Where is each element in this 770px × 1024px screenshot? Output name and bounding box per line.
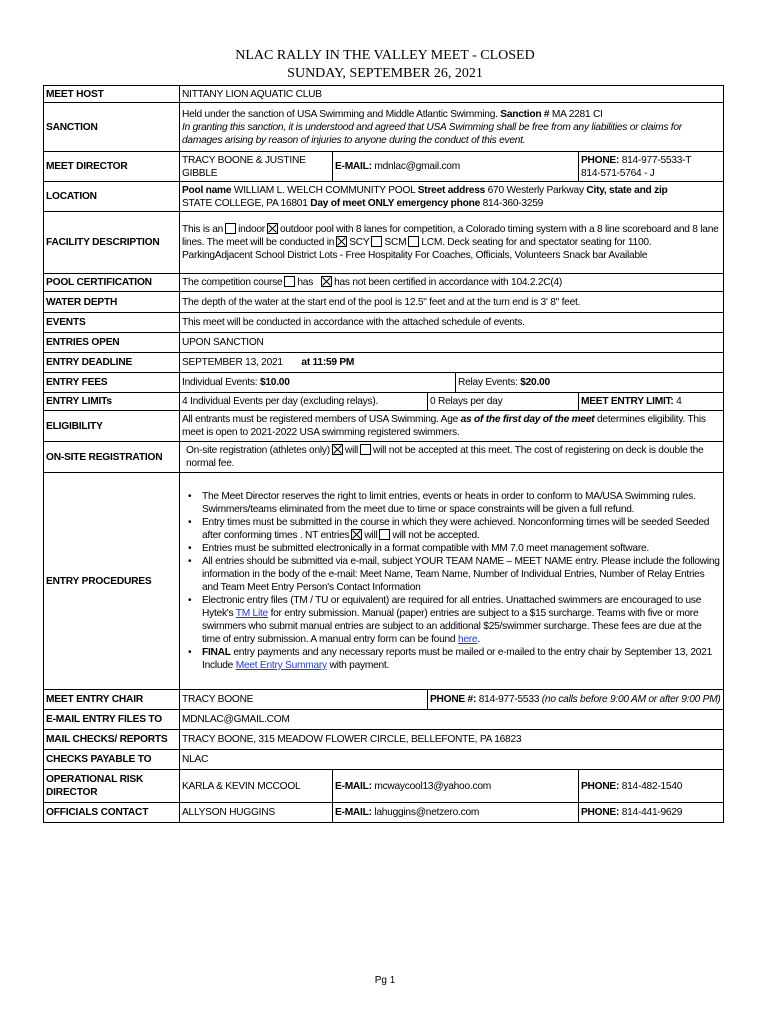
- with-payment-text: with payment.: [329, 660, 390, 671]
- has-checkbox[interactable]: [284, 276, 295, 287]
- scm-checkbox[interactable]: [371, 236, 382, 247]
- manual-entry-form-link[interactable]: here: [457, 634, 478, 645]
- entry-procedures-label: ENTRY PROCEDURES: [44, 473, 180, 690]
- facility-text-6: LCM. Deck seating for and spectator seating for 1100. ParkingAdjacent School District Lots - Free Hospitality For Coaches, Officials, Volunteers Snack bar Available: [182, 237, 652, 261]
- relay-limit: 0 Relays per day: [428, 393, 579, 411]
- sanction-statement: Held under the sanction of USA Swimming and Middle Atlantic Swimming.: [182, 108, 498, 120]
- pool-cert-text-has: has: [297, 277, 314, 288]
- onsite-will-checkbox[interactable]: [332, 444, 343, 455]
- onsite-label: ON-SITE REGISTRATION: [44, 442, 180, 473]
- entry-deadline-date: SEPTEMBER 13, 2021: [182, 357, 283, 368]
- row-email-files: [44, 710, 724, 730]
- street-address: 670 Westerly Parkway: [487, 184, 584, 196]
- outdoor-checkbox[interactable]: [267, 223, 278, 234]
- row-facility: [44, 212, 724, 274]
- meet-host-label: MEET HOST: [44, 86, 180, 103]
- city-label: City, state and zip: [586, 184, 668, 196]
- list-item: • Entries must be submitted electronically in a format compatible with MM 7.0 meet management software.: [182, 542, 721, 555]
- relay-fee-cell: [456, 373, 724, 393]
- onsite-text-1: On-site registration (athletes only): [186, 445, 330, 456]
- entry-limits-label: ENTRY LIMITs: [44, 393, 180, 411]
- facility-label: FACILITY DESCRIPTION: [44, 212, 180, 274]
- onsite-will-not-checkbox[interactable]: [360, 444, 371, 455]
- checks-payable-label: CHECKS PAYABLE TO: [44, 750, 180, 770]
- events-value: This meet will be conducted in accordance with the attached schedule of events.: [180, 313, 724, 333]
- sanction-liability: In granting this sanction, it is understood and agreed that USA Swimming shall be free from any liabilities or claims for damages arising by reason of injuries to anyone during the conduct of this event.: [182, 121, 682, 146]
- officials-label: OFFICIALS CONTACT: [44, 803, 180, 823]
- op-risk-email: mcwaycool13@yahoo.com: [374, 780, 491, 792]
- row-events: [44, 313, 724, 333]
- facility-text-indoor: indoor: [238, 224, 265, 235]
- op-risk-email-cell: [333, 770, 579, 803]
- officials-email: lahuggins@netzero.com: [374, 807, 480, 818]
- location-text: [180, 182, 724, 212]
- mail-checks-value: TRACY BOONE, 315 MEADOW FLOWER CIRCLE, BELLEFONTE, PA 16823: [180, 730, 724, 750]
- row-eligibility: [44, 411, 724, 442]
- row-entries-open: [44, 333, 724, 353]
- eligibility-text: [180, 411, 724, 442]
- facility-text: [180, 212, 724, 274]
- op-risk-email-label: E-MAIL:: [335, 780, 372, 792]
- individual-fee-label: Individual Events:: [182, 377, 258, 388]
- entry-procedures-list-cell: [180, 473, 724, 690]
- individual-fee-cell: [180, 373, 456, 393]
- relay-fee-value: $20.00: [520, 377, 550, 388]
- nt-will-not-text: will not be accepted.: [392, 530, 480, 541]
- nt-will-text: will: [364, 530, 378, 541]
- pool-cert-label: POOL CERTIFICATION: [44, 274, 180, 292]
- entry-deadline-time: at 11:59 PM: [301, 357, 355, 368]
- individual-limit: 4 Individual Events per day (excluding relays).: [180, 393, 428, 411]
- row-entry-limits: [44, 393, 724, 411]
- electronic-entries-text: Electronic entry files (TM / TU or equivalent) are required for all entries. Unattached swimmers are encouraged to use Hytek's: [202, 595, 702, 619]
- facility-text-scm: SCM: [384, 237, 407, 248]
- row-pool-certification: [44, 274, 724, 292]
- location-label: LOCATION: [44, 182, 180, 212]
- entry-deadline-label: ENTRY DEADLINE: [44, 353, 180, 373]
- pool-name: WILLIAM L. WELCH COMMUNITY POOL: [233, 184, 416, 196]
- nt-entries-text: Entry times must be submitted in the course in which they were achieved. Nonconforming times will be seeded Seeded after conforming times . NT entries: [202, 517, 710, 541]
- row-entry-deadline: [44, 353, 724, 373]
- sanction-number-label: Sanction #: [500, 108, 550, 120]
- water-depth-value: The depth of the water at the start end of the pool is 12.5" feet and at the turn end is 3' 8" feet.: [180, 292, 724, 313]
- relay-fee-label: Relay Events:: [458, 377, 518, 388]
- lcm-checkbox[interactable]: [408, 236, 419, 247]
- sanction-number: MA 2281 CI: [551, 108, 603, 120]
- street-label: Street address: [417, 184, 486, 196]
- meet-info-table: [43, 85, 724, 823]
- entry-chair-phone: 814-977-5533: [478, 694, 540, 705]
- meet-director-phone-label: PHONE:: [581, 154, 620, 166]
- email-files-label: E-MAIL ENTRY FILES TO: [44, 710, 180, 730]
- officials-name: ALLYSON HUGGINS: [180, 803, 333, 823]
- events-label: EVENTS: [44, 313, 180, 333]
- entry-fees-label: ENTRY FEES: [44, 373, 180, 393]
- final-payments-text: entry payments and any necessary reports must be mailed or e-mailed to the entry chair by September 13, 2021 Include: [202, 647, 713, 671]
- officials-phone-label: PHONE:: [581, 807, 620, 818]
- entry-chair-phone-cell: [428, 690, 724, 710]
- row-meet-director: [44, 152, 724, 182]
- eligibility-label: ELIGIBILITY: [44, 411, 180, 442]
- eligibility-text-1: All entrants must be registered members of USA Swimming. Age: [182, 414, 459, 425]
- row-checks-payable: [44, 750, 724, 770]
- row-officials-contact: [44, 803, 724, 823]
- meet-entry-summary-link[interactable]: Meet Entry Summary: [235, 660, 327, 671]
- pool-cert-text-3: has not been certified in accordance with 104.2.2C(4): [334, 277, 563, 288]
- officials-phone-cell: [579, 803, 724, 823]
- list-item: • The Meet Director reserves the right to limit entries, events or heats in order to conform to MA/USA Swimming rules. Swimmers/teams eliminated from the meet due to time or space constraints will be given a full refund.: [182, 490, 721, 516]
- pool-cert-text-1: The competition course: [182, 277, 283, 288]
- row-location: [44, 182, 724, 212]
- entry-chair-name: TRACY BOONE: [180, 690, 428, 710]
- onsite-text: [180, 442, 724, 473]
- officials-email-cell: [333, 803, 579, 823]
- eligibility-emphasis: as of the first day of the meet: [460, 414, 595, 425]
- entry-chair-label: MEET ENTRY CHAIR: [44, 690, 180, 710]
- sanction-text: [180, 103, 724, 152]
- onsite-text-will: will: [344, 445, 359, 456]
- has-not-checkbox[interactable]: [321, 276, 332, 287]
- entry-chair-call-note: (no calls before 9:00 AM or after 9:00 PM): [541, 694, 721, 705]
- op-risk-name: KARLA & KEVIN MCCOOL: [180, 770, 333, 803]
- row-entry-procedures: [44, 473, 724, 690]
- row-meet-host: [44, 86, 724, 103]
- list-item: [182, 594, 721, 646]
- meet-director-email-label: E-MAIL:: [335, 161, 372, 172]
- facility-text-1: This is an: [182, 224, 224, 235]
- sanction-label: SANCTION: [44, 103, 180, 152]
- emergency-phone-label: Day of meet ONLY emergency phone: [310, 197, 480, 209]
- water-depth-label: WATER DEPTH: [44, 292, 180, 313]
- row-entry-fees: [44, 373, 724, 393]
- officials-email-label: E-MAIL:: [335, 807, 372, 818]
- list-item: [182, 646, 721, 672]
- entry-deadline-value: [180, 353, 724, 373]
- email-files-value: MDNLAC@GMAIL.COM: [180, 710, 724, 730]
- scy-checkbox[interactable]: [336, 236, 347, 247]
- list-item: [182, 516, 721, 542]
- meet-entry-limit-label: MEET ENTRY LIMIT:: [581, 396, 674, 407]
- op-risk-label: OPERATIONAL RISK DIRECTOR: [44, 770, 180, 803]
- individual-fee-value: $10.00: [259, 377, 290, 388]
- meet-director-phone-cell: [579, 152, 724, 182]
- mail-checks-label: MAIL CHECKS/ REPORTS: [44, 730, 180, 750]
- op-risk-phone-label: PHONE:: [581, 780, 620, 792]
- nt-will-not-checkbox[interactable]: [379, 529, 390, 540]
- meet-director-phone-2: 814-571-5764 - J: [581, 167, 655, 179]
- pool-cert-text: [180, 274, 724, 292]
- op-risk-phone: 814-482-1540: [621, 780, 683, 792]
- pool-name-label: Pool name: [182, 184, 232, 196]
- row-mail-checks: [44, 730, 724, 750]
- emergency-phone: 814-360-3259: [482, 197, 544, 209]
- meet-entry-limit-cell: [579, 393, 724, 411]
- row-entry-chair: [44, 690, 724, 710]
- meet-director-name: TRACY BOONE & JUSTINE GIBBLE: [180, 152, 333, 182]
- page-number: Pg 1: [374, 975, 396, 986]
- city-state-zip: STATE COLLEGE, PA 16801: [182, 197, 308, 209]
- meet-entry-limit-value: 4: [676, 396, 682, 407]
- entry-procedures-list: [182, 490, 721, 672]
- eligibility-text-3: determines eligibility. This meet is open to 2021-2022 USA swimming registered swimmers.: [182, 414, 706, 438]
- indoor-checkbox[interactable]: [225, 223, 236, 234]
- checks-payable-value: NLAC: [180, 750, 724, 770]
- tm-lite-link[interactable]: TM Lite: [235, 608, 268, 619]
- final-label: FINAL: [202, 647, 231, 658]
- row-water-depth: [44, 292, 724, 313]
- nt-will-checkbox[interactable]: [351, 529, 362, 540]
- op-risk-phone-cell: [579, 770, 724, 803]
- onsite-text-3: will not be accepted at this meet. The cost of registering on deck is double the normal fee.: [186, 445, 704, 469]
- facility-text-scy: SCY: [349, 237, 370, 248]
- row-operational-risk: [44, 770, 724, 803]
- meet-director-label: MEET DIRECTOR: [44, 152, 180, 182]
- meet-director-email-cell: [333, 152, 579, 182]
- list-item: • All entries should be submitted via e-mail, subject YOUR TEAM NAME – MEET NAME entry. Please include the following information in the body of the e-mail: Meet Name, Team Name, Number of Individual Entries, Number of Relay Entries and Team Meet Entry Person's Contact Information: [182, 555, 721, 594]
- officials-phone: 814-441-9629: [621, 807, 683, 818]
- document-title: NLAC RALLY IN THE VALLEY MEET - CLOSED: [235, 48, 535, 63]
- row-onsite-registration: [44, 442, 724, 473]
- meet-director-phone-1: 814-977-5533-T: [621, 154, 692, 166]
- manual-entries-text: for entry submission. Manual (paper) entries are subject to a $15 surcharge. Teams with five or more swimmers who submit manual entries are subject to an additional $25/swimmer surcharge. These fees are due at the time of entry submission. A manual entry form can be found: [202, 608, 702, 645]
- entries-open-label: ENTRIES OPEN: [44, 333, 180, 353]
- period: .: [477, 634, 480, 645]
- entries-open-value: UPON SANCTION: [180, 333, 724, 353]
- meet-director-email: mdnlac@gmail.com: [374, 161, 460, 172]
- row-sanction: [44, 103, 724, 152]
- entry-chair-phone-label: PHONE #:: [430, 694, 477, 705]
- facility-text-3: outdoor pool with 8 lanes for competition, a Colorado timing system with a 8 line scoreboard and 8 lane lines. The meet will be conducted in: [182, 224, 719, 248]
- meet-host-value: NITTANY LION AQUATIC CLUB: [180, 86, 724, 103]
- document-date: SUNDAY, SEPTEMBER 26, 2021: [287, 66, 483, 81]
